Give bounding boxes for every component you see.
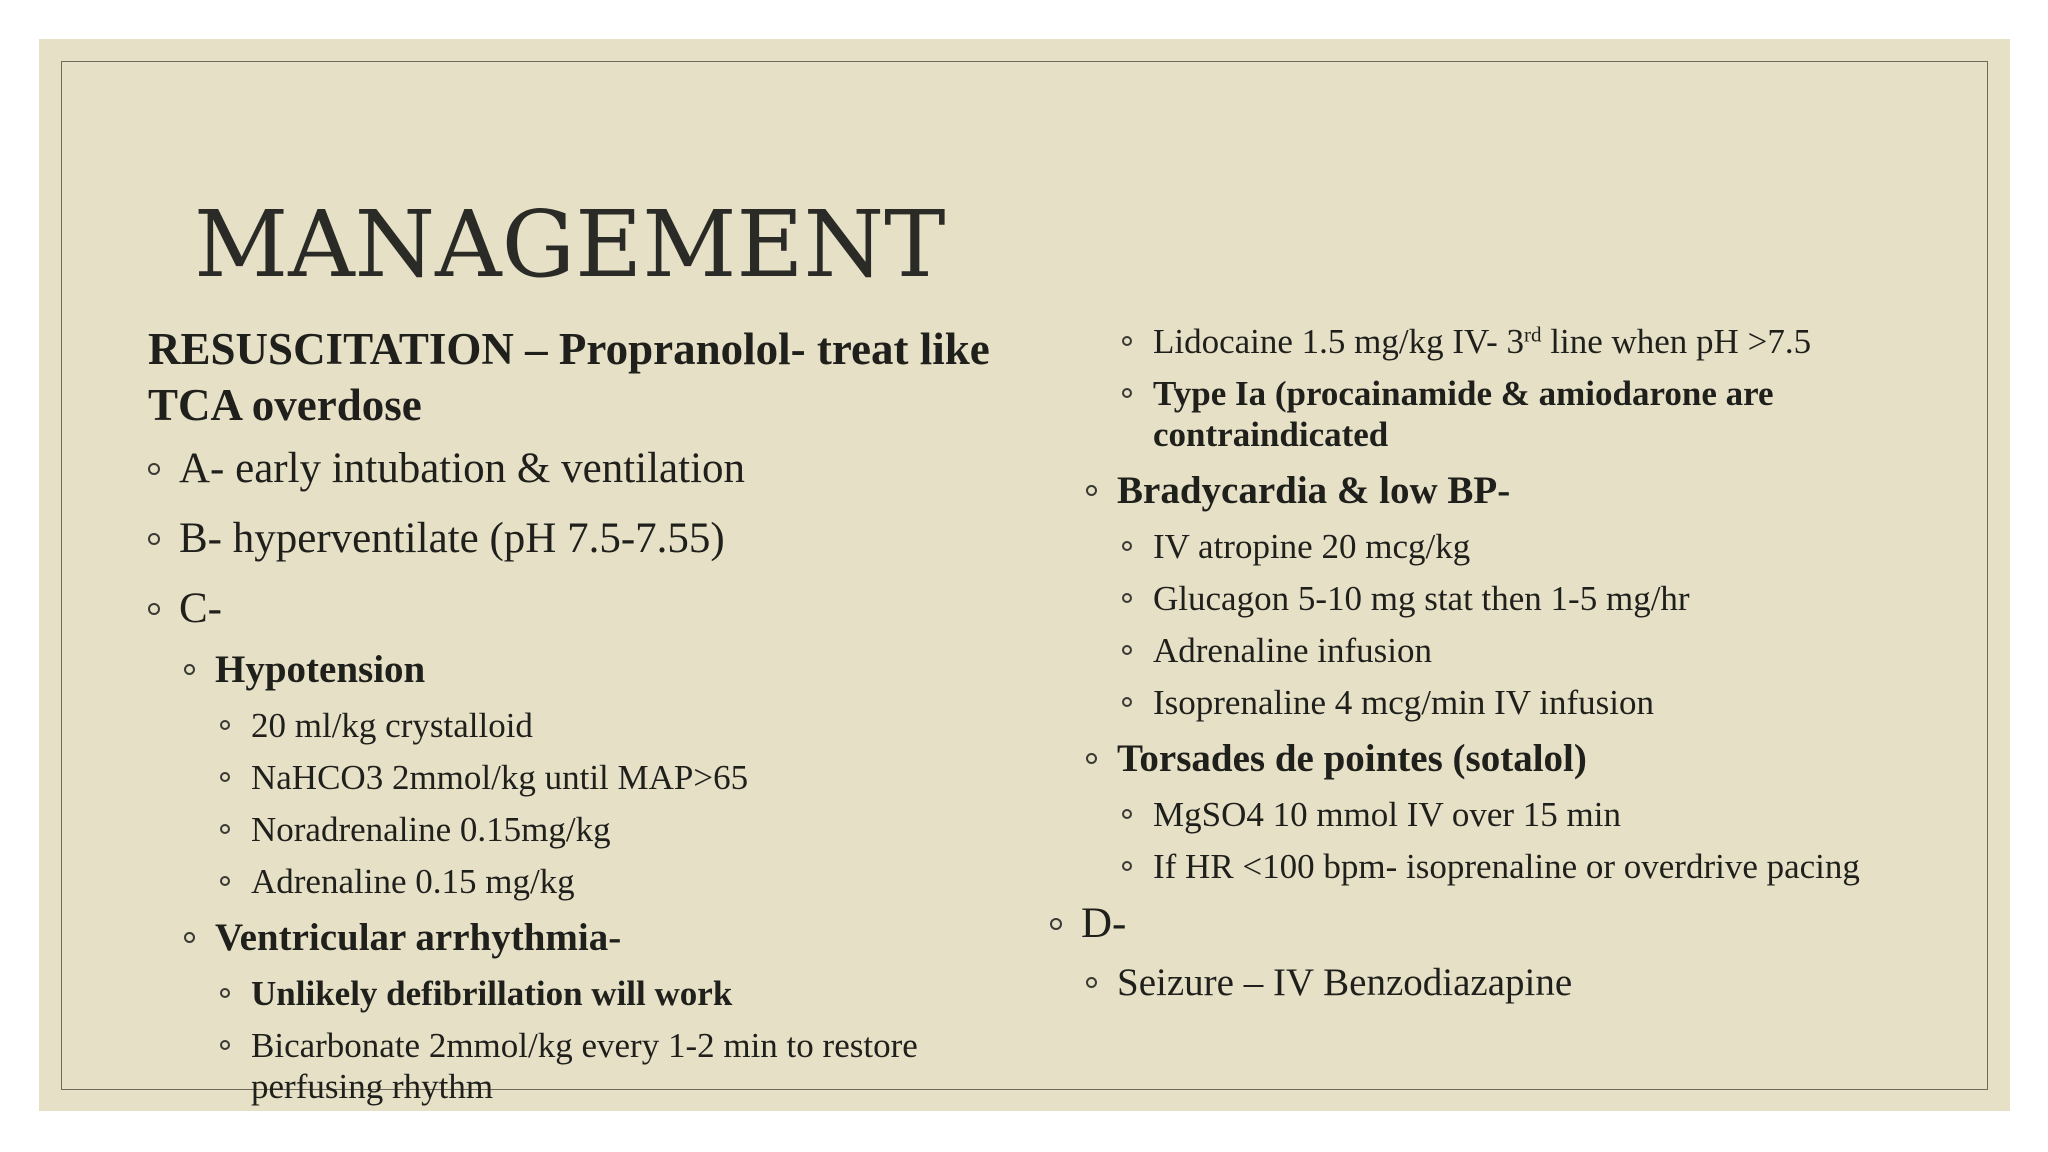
ventricular-list (220, 973, 1088, 1107)
bullet-bradycardia: Bradycardia & low BP- (1086, 466, 2010, 516)
list-item: 20 ml/kg crystalloid (220, 705, 1088, 746)
lidocaine-text: Lidocaine 1.5 mg/kg IV- 3 (1153, 322, 1525, 361)
list-item: Noradrenaline 0.15mg/kg (220, 809, 1088, 850)
list-item-lidocaine (1122, 321, 2010, 362)
bullet-hypotension: Hypotension (184, 645, 1088, 695)
list-item-type-ia: Type Ia (procainamide & amiodarone are contraindicated (1122, 373, 1873, 455)
bullet-torsades: Torsades de pointes (sotalol) (1086, 734, 2010, 784)
slide-title: MANAGEMENT (194, 191, 946, 298)
bullet-ventricular-arrhythmia: Ventricular arrhythmia- (184, 913, 1088, 963)
list-item: Unlikely defibrillation will work (220, 973, 1088, 1014)
list-item: MgSO4 10 mmol IV over 15 min (1122, 794, 2010, 835)
list-item: If HR <100 bpm- isoprenaline or overdrive pacing (1122, 846, 2010, 887)
bullet-circulation: C- (148, 583, 1088, 635)
list-item: IV atropine 20 mcg/kg (1122, 526, 2010, 567)
disability-group (1086, 958, 2010, 1008)
hypotension-list (220, 705, 1088, 902)
bradycardia-list (1122, 526, 2010, 723)
slide (39, 39, 2010, 1111)
bullet-seizure: Seizure – IV Benzodiazapine (1086, 958, 2010, 1008)
circulation-group-continued (1086, 466, 2010, 887)
section-heading: RESUSCITATION – Propranolol- treat like TCA overdose (148, 324, 990, 430)
lidocaine-superscript: rd (1524, 322, 1542, 347)
bullet-disability: D- (1050, 898, 2010, 950)
list-item: Adrenaline infusion (1122, 630, 2010, 671)
bullet-breathing: B- hyperventilate (pH 7.5-7.55) (148, 513, 1088, 565)
torsades-list (1122, 794, 2010, 887)
ventricular-list-continued (1122, 321, 2010, 455)
left-column (148, 321, 1088, 1118)
list-item: Adrenaline 0.15 mg/kg (220, 861, 1088, 902)
right-column (1050, 321, 2010, 1018)
bullet-airway: A- early intubation & ventilation (148, 443, 1088, 495)
list-item: Isoprenaline 4 mcg/min IV infusion (1122, 682, 2010, 723)
list-item: Glucagon 5-10 mg stat then 1-5 mg/hr (1122, 578, 2010, 619)
lidocaine-text-rest: line when pH >7.5 (1541, 322, 1812, 361)
list-item: NaHCO3 2mmol/kg until MAP>65 (220, 757, 1088, 798)
list-item: Bicarbonate 2mmol/kg every 1-2 min to restore perfusing rhythm (220, 1025, 1011, 1107)
circulation-group (184, 645, 1088, 1107)
